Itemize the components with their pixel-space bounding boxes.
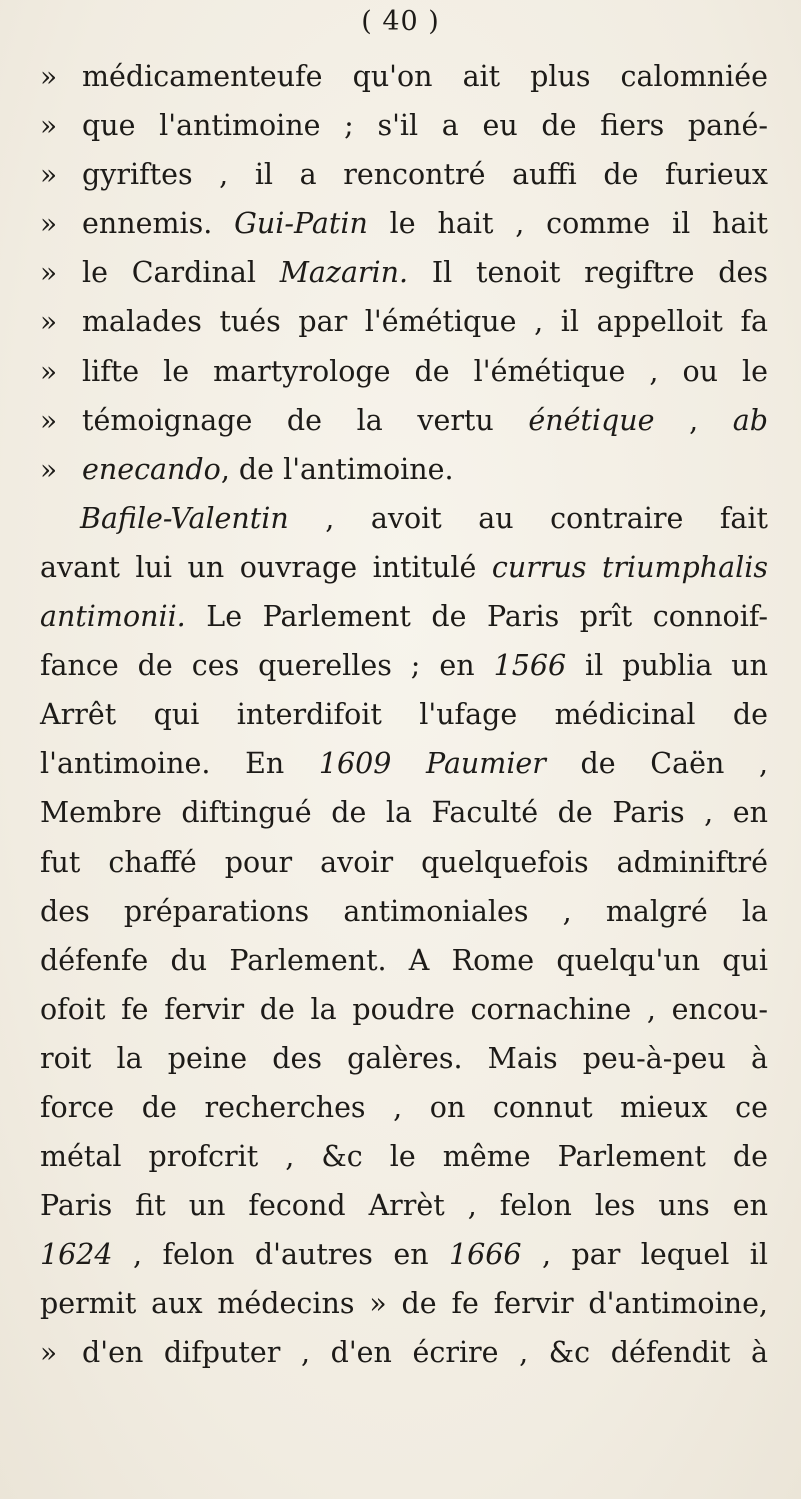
text-line [40,1132,768,1181]
italic-text: Gui-Patin [234,207,368,241]
text-line [40,199,768,248]
text-run: témoignage de la vertu [82,403,529,437]
text-line [40,248,768,297]
italic-text: enecando [82,452,221,486]
text-run: Il tenoit regiftre des [408,256,768,290]
text-run: défenfe du Parlement. A Rome quelqu'un qui [40,943,768,977]
text-run: fance de ces querelles ; en [40,649,494,683]
text-run: le hait , comme il hait [367,207,769,241]
text-run: métal profcrit , &c le même Parlement de [40,1140,768,1174]
text-line [40,1181,768,1230]
text-line [40,788,768,837]
text-run: malades tués par l'émétique , il appelloit fa [82,305,768,339]
text-line [40,543,768,592]
text-line [40,396,768,445]
text-line [40,1083,768,1132]
text-run: lifte le martyrologe de l'émétique , ou le [82,354,768,388]
text-run: , felon d'autres en [112,1238,450,1272]
text-run: gyriftes , il a rencontré auffi de furieux [82,158,768,192]
page-number: ( 40 ) [361,6,440,37]
italic-text: 1666 [449,1238,522,1272]
text-run: des préparations antimoniales , malgré la [40,894,768,928]
text-line [40,1279,768,1328]
text-run: d'en difputer , d'en écrire , &c défendit à [82,1336,768,1370]
text-run: médicamenteufe qu'on ait plus calomniée [82,60,768,93]
text-line [40,690,768,739]
italic-text: currus triumphalis [491,550,768,584]
text-run: force de recherches , on connut mieux ce [40,1090,768,1124]
text-run: , par lequel il [521,1238,768,1272]
text-run: que l'antimoine ; s'il a eu de fiers pané- [82,109,768,143]
italic-text: antimonii. [40,600,186,634]
text-line [40,739,768,788]
text-line [40,347,768,396]
text-line [40,1230,768,1279]
italic-text: Paumier [426,747,546,781]
text-run: ofoit fe fervir de la poudre cornachine , encou- [40,992,768,1026]
text-run: de Caën , [545,747,768,781]
text-line [40,641,768,690]
text-run: avant lui un ouvrage intitulé [40,550,492,584]
text-line [40,494,768,543]
text-run: , de l'antimoine. [220,452,454,486]
text-run: , avoit au contraire fait [288,501,768,535]
italic-text: Bafile-Valentin [80,501,289,535]
text-line [40,1034,768,1083]
text-run: Le Parlement de Paris prît connoif- [185,600,768,634]
text-line [40,52,768,101]
italic-text: 1566 [493,649,567,683]
text-run [391,747,426,780]
italic-text: 1609 [318,747,392,781]
text-line [40,936,768,985]
text-run: fut chaffé pour avoir quelquefois adminiftré [40,845,768,879]
text-run: il publia un [566,649,768,683]
text-line [40,101,768,150]
text-run: , [654,403,733,437]
text-line [40,445,768,494]
text-line [40,838,768,887]
text-run: Arrêt qui interdifoit l'ufage médicinal de [40,698,768,732]
text-run: ennemis. [82,207,235,241]
text-line [40,150,768,199]
text-run: le Cardinal [82,256,280,290]
italic-text: ab [732,403,769,437]
text-run: l'antimoine. En [40,747,319,781]
text-line [40,985,768,1034]
italic-text: 1624 [40,1238,113,1272]
text-run: roit la peine des galères. Mais peu-à-peu à [40,1041,768,1075]
text-run: permit aux médecins » de fe fervir d'antimoine, [40,1287,768,1321]
text-run: Membre diftingué de la Faculté de Paris , en [40,796,768,830]
text-line [40,592,768,641]
text-line [40,887,768,936]
text-run: Paris fit un fecond Arrèt , felon les uns en [40,1189,768,1223]
italic-text: Mazarin. [279,256,409,290]
text-line [40,1328,768,1377]
text-line [40,297,768,346]
italic-text: énétique [528,403,655,437]
body-text [40,52,768,1378]
